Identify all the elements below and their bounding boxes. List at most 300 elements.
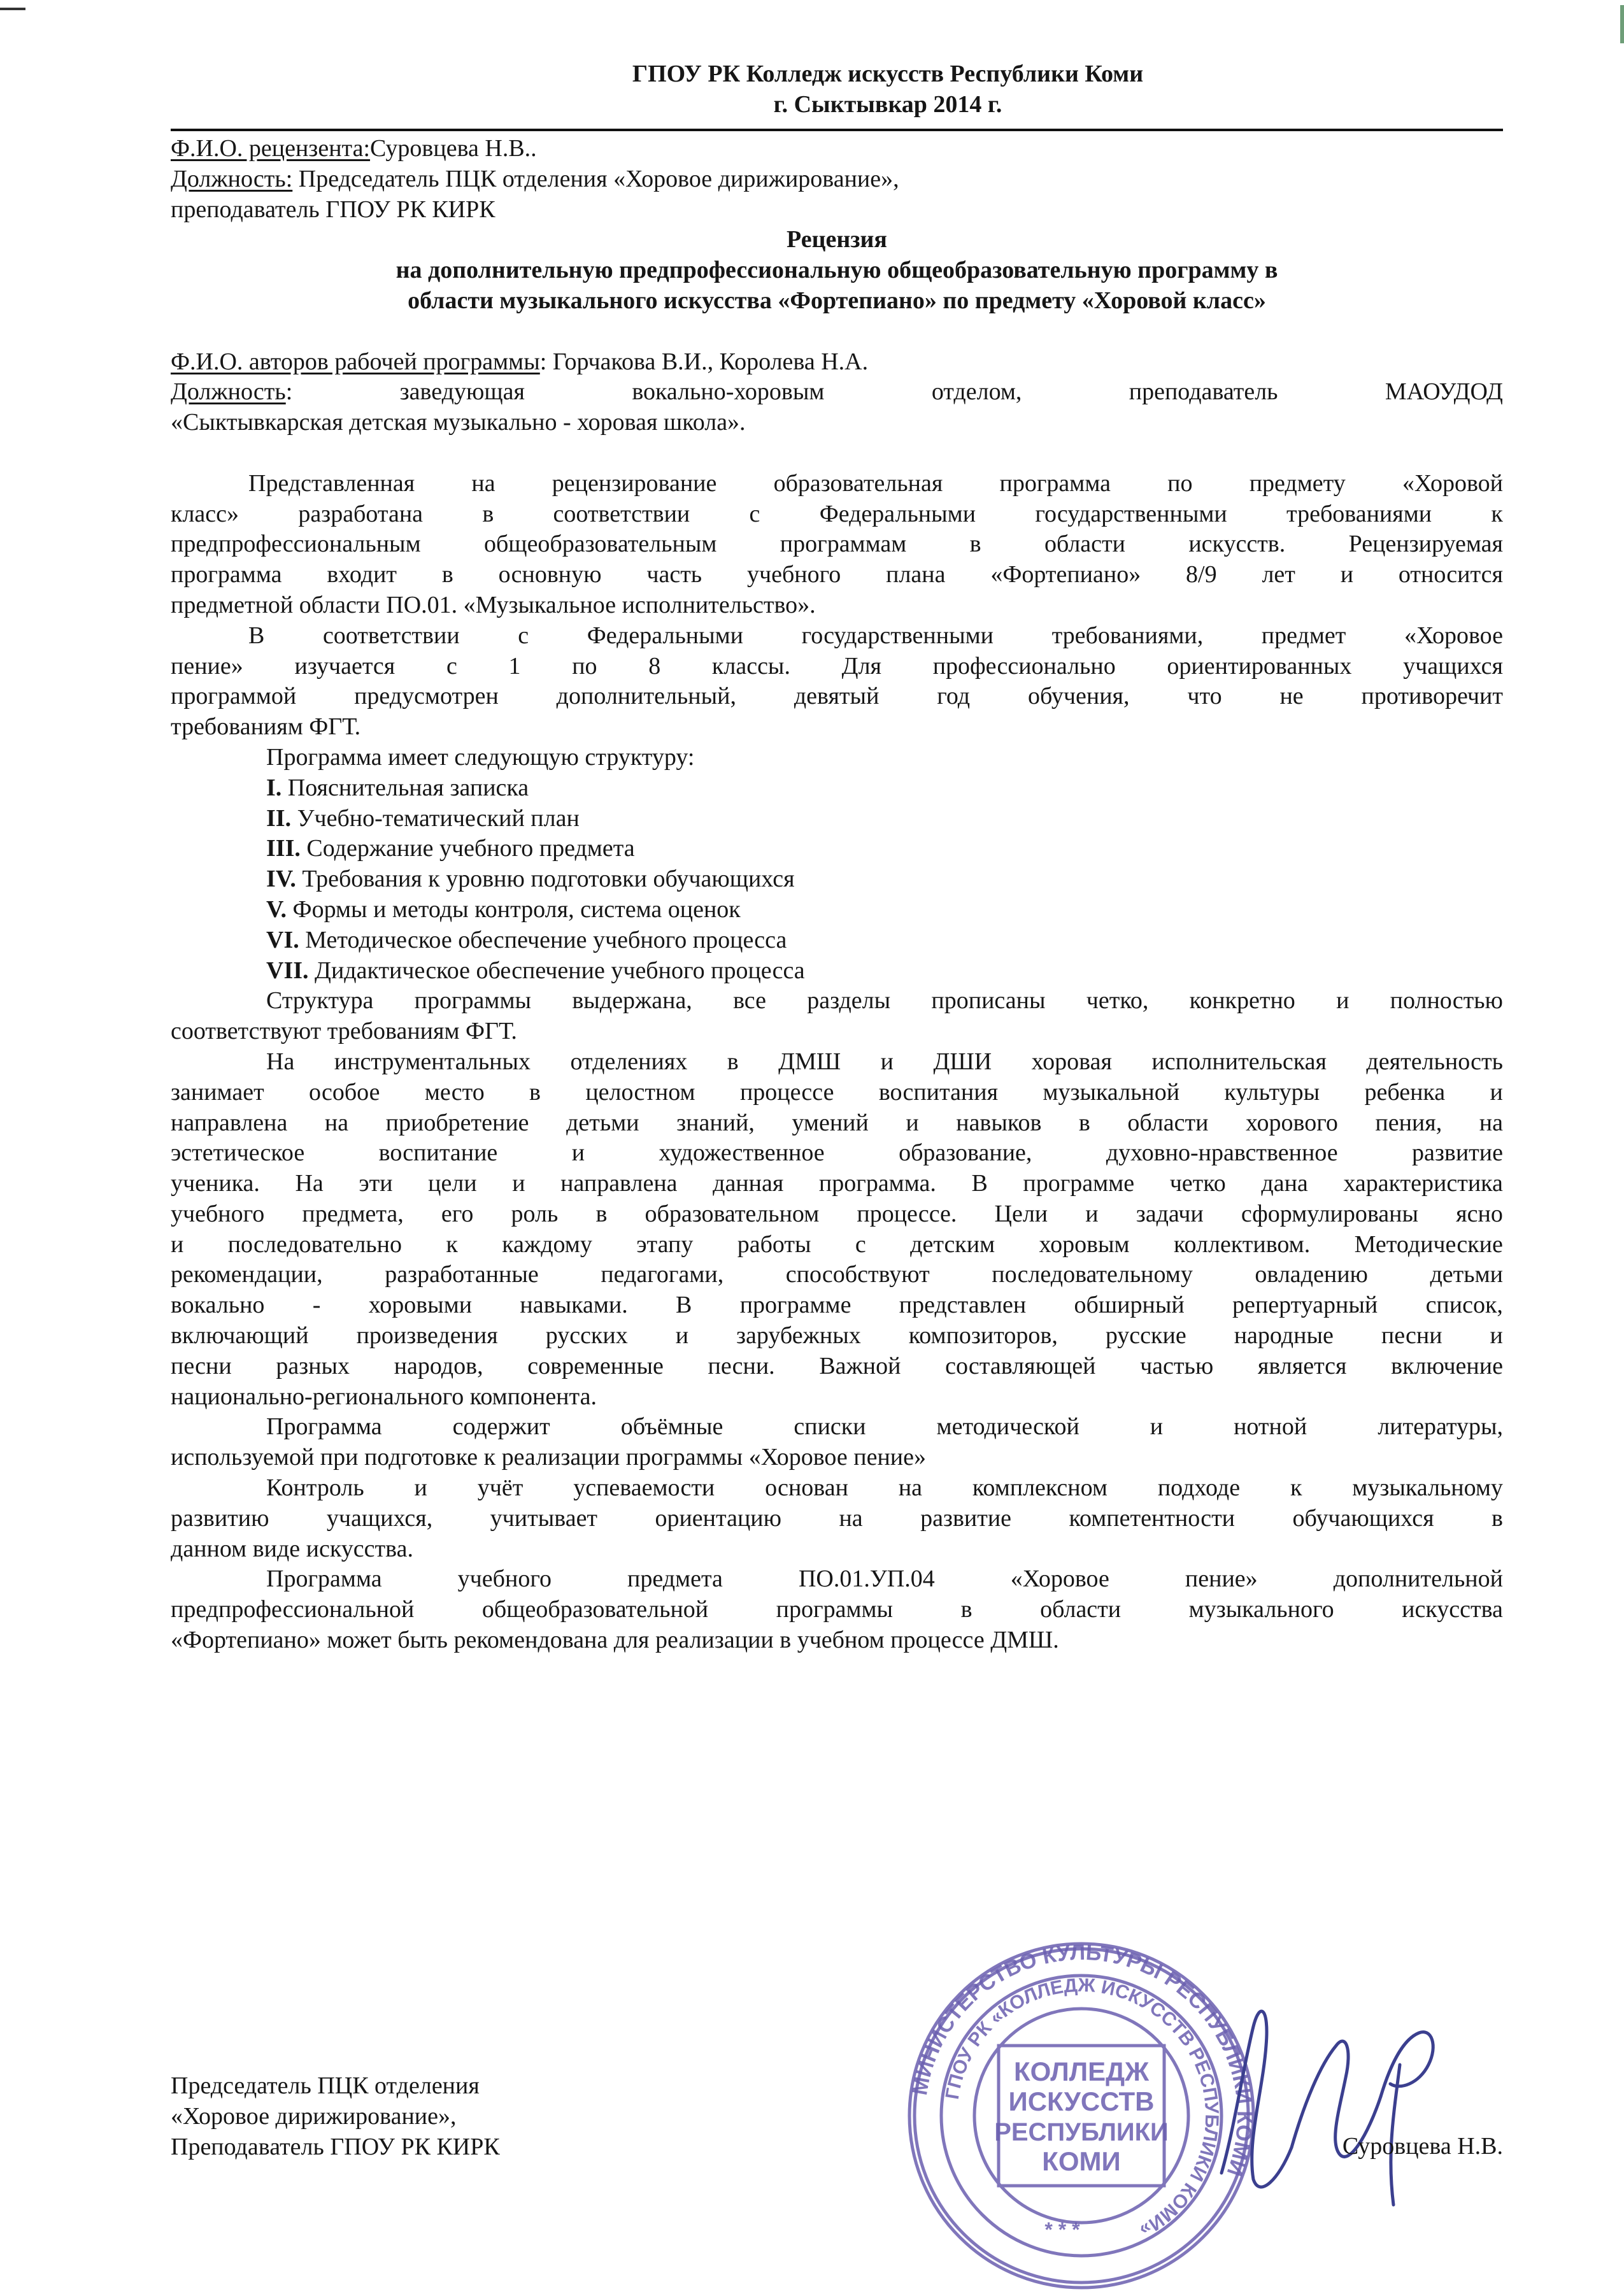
word: соответствии [553,500,690,527]
word: и [512,1170,525,1197]
paragraph-line [171,469,1503,499]
paragraph-line [171,1504,1503,1534]
word: классы. [711,652,790,680]
word: песни. [708,1352,775,1379]
word: и [1085,1200,1099,1227]
word: 1 [508,652,521,680]
word: на [898,1474,923,1502]
word: учебного [457,1565,552,1593]
word: в [727,1048,739,1075]
authors-position-label: Должность [171,378,286,406]
word: успеваемости [573,1474,715,1502]
word: Методические [1354,1230,1503,1258]
stamp-line-3: РЕСПУБЛИКИ [994,2118,1169,2146]
word: песни [1381,1322,1442,1350]
word: учащихся, [326,1504,433,1532]
word: к [1290,1474,1302,1502]
structure-number: I. [266,774,282,801]
review-subtitle-1: на дополнительную предпрофессиональную общеобразовательную программу в [395,257,1278,284]
word: является [1257,1352,1347,1379]
word: четко [1169,1170,1226,1197]
word: Цели [994,1200,1048,1227]
word: 8/9 [1186,561,1217,588]
word: характеристика [1343,1170,1503,1197]
word: разработана [298,500,424,527]
word: Контроль [266,1474,364,1502]
structure-item [171,834,1503,864]
word: хоровым [1039,1230,1130,1258]
word: Структура [266,987,374,1015]
word: развитию [171,1504,269,1532]
authors-position-word: вокально-хоровым [632,378,825,406]
word: представлен [899,1292,1027,1319]
paragraph-line [171,1199,1503,1230]
word: приобретение [385,1109,529,1136]
word: песни [171,1352,232,1379]
review-title: Рецензия [787,226,887,253]
word: полностью [1390,987,1503,1015]
blank-line [171,438,1503,469]
word: ПО.01.УП.04 [798,1565,935,1593]
word: требованиями, [1051,622,1204,649]
structure-number: VII. [266,957,309,984]
word: в [1491,1504,1503,1532]
word: развитие [1412,1139,1503,1167]
header-line-2: г. Сыктывкар 2014 г. [773,91,1002,118]
word: требованиями [1286,500,1432,527]
word: ученика. [171,1170,260,1197]
word: плана [886,561,946,588]
word: роль [511,1200,559,1227]
word: с [749,500,760,527]
word: русских [545,1322,628,1350]
word: лет [1262,561,1295,588]
word: на [324,1109,349,1136]
word: выдержана, [572,987,692,1015]
signer-title-2: «Хоровое дирижирование», [171,2102,457,2130]
word: объёмные [620,1413,723,1441]
word: изучается [294,652,395,680]
word: в [1078,1109,1090,1136]
word: обучения, [1028,683,1130,710]
word: в [482,500,494,527]
word: программы [414,987,532,1015]
structure-number: V. [266,895,287,923]
paragraph-line [171,1290,1503,1321]
word: образовательном [645,1200,820,1227]
word: список, [1425,1292,1503,1319]
paragraph-line [171,1169,1503,1199]
word: основную [498,561,602,588]
word: на [1479,1109,1503,1136]
review-paragraphs [171,469,1503,1656]
word: «Хоровое [1404,622,1503,649]
stamp-line-2: ИСКУССТВ [1008,2086,1155,2116]
word: занимает [171,1078,264,1106]
word: этапу [636,1230,694,1258]
word: - [312,1292,321,1319]
word: в [595,1200,608,1227]
word: цели [428,1170,477,1197]
paragraph-line [171,560,1503,590]
word: соответствии [322,622,460,649]
word: конкретно [1189,987,1295,1015]
word: рецензирование [552,469,717,497]
word: овладению [1255,1261,1368,1288]
word: комплексном [972,1474,1108,1502]
word: его [441,1200,474,1227]
word: хорового [1245,1109,1338,1136]
word: пение» [1185,1565,1258,1593]
structure-item [171,773,1503,804]
word: музыкального [1188,1596,1334,1623]
word: области [1127,1109,1209,1136]
structure-item [171,925,1503,956]
reviewer-fio-label: Ф.И.О. рецензента: [171,135,371,162]
structure-number: IV. [266,866,296,893]
word: учитывает [490,1504,598,1532]
word: ДМШ [778,1048,841,1075]
paragraph-line [171,529,1503,560]
word: «Фортепиано» [990,561,1141,588]
word: области [1044,531,1125,558]
reviewer-position-2: преподаватель ГПОУ РК КИРК [171,196,495,223]
word: разделы [807,987,891,1015]
word: входит [327,561,397,588]
word: и [171,1230,184,1258]
signature-block [171,2071,1503,2162]
word: направлена [171,1109,288,1136]
word: год [937,683,971,710]
word: композиторов, [908,1322,1058,1350]
reviewer-position-value: Председатель ПЦК отделения «Хоровое дирижирование», [292,165,899,192]
authors-school: «Сыктывкарская детская музыкально - хоровая школа». [171,409,746,436]
paragraph-line [171,986,1503,1016]
word: музыкальному [1352,1474,1503,1502]
word: музыкальной [1043,1078,1180,1106]
word: В [248,622,265,649]
paragraph-line [171,1260,1503,1290]
word: отделениях [570,1048,688,1075]
stamp-line-1: КОЛЛЕДЖ [1013,2056,1150,2086]
word: Важной [819,1352,901,1379]
word: программы [776,1596,894,1623]
word: списки [794,1413,866,1441]
document-page [171,59,1503,2241]
word: и [414,1474,427,1502]
word: культуры [1224,1078,1320,1106]
word: что [1187,683,1222,710]
word: детским [910,1230,995,1258]
paragraph-line: данном виде искусства. [171,1535,413,1562]
authors-position-word: МАОУДОД [1385,378,1503,406]
paragraph-line [171,1047,1503,1078]
authors-position-word: : [285,378,293,406]
structure-item [171,895,1503,925]
word: место [424,1078,485,1106]
word: на [471,469,495,497]
paragraph-line [171,1108,1503,1139]
word: произведения [356,1322,498,1350]
word: и [675,1322,689,1350]
word: разработанные [385,1261,539,1288]
word: государственными [801,622,994,649]
word: к [1491,500,1503,527]
signer-name: Суровцева Н.В. [1342,2133,1503,2160]
word: по [1167,469,1193,497]
structure-intro: Программа имеет следующую структуру: [266,743,695,771]
authors-fio [171,347,1503,378]
word: Для [841,652,882,680]
word: навыков [956,1109,1042,1136]
signer-title-1: Председатель ПЦК отделения [171,2072,480,2099]
word: педагогами, [601,1261,724,1288]
structure-text: Формы и методы контроля, система оценок [287,895,741,923]
word: детьми [1430,1261,1503,1288]
review-subtitle-2: области музыкального искусства «Фортепиано» по предмету «Хоровой класс» [408,287,1266,314]
word: искусства [1402,1596,1503,1623]
word: процессе [739,1078,834,1106]
word: противоречит [1361,683,1503,710]
word: и [1340,561,1354,588]
word: развитие [920,1504,1012,1532]
word: и [571,1139,585,1167]
paragraph-line [171,621,1503,652]
structure-number: VI. [266,926,299,953]
word: программа [999,469,1111,497]
word: подходе [1157,1474,1241,1502]
scan-edge-mark [1620,5,1624,43]
word: детьми [566,1109,639,1136]
structure-text: Учебно-тематический план [291,804,580,832]
structure-number: II. [266,804,292,832]
word: Рецензируемая [1348,531,1503,558]
word: сформулированы [1241,1200,1419,1227]
structure-item [171,956,1503,987]
word: Программа [266,1565,382,1593]
word: дополнительной [1333,1565,1503,1593]
word: эти [359,1170,393,1197]
word: основан [765,1474,848,1502]
word: разных [276,1352,350,1379]
word: образовательная [773,469,943,497]
word: не [1279,683,1304,710]
authors-fio-value: : Горчакова В.И., Королева Н.А. [539,348,869,375]
reviewer-position [171,164,1503,195]
authors-fio-label: Ф.И.О. авторов рабочей программы [171,348,540,375]
word: предмета [627,1565,723,1593]
word: духовно-нравственное [1106,1139,1338,1167]
word: ДШИ [933,1048,992,1075]
word: общеобразовательной [481,1596,709,1623]
authors-position-word: заведующая [399,378,525,406]
word: относится [1398,561,1503,588]
word: последовательному [992,1261,1193,1288]
word: инструментальных [334,1048,531,1075]
word: программе [1023,1170,1135,1197]
stamp-line-4: КОМИ [1042,2146,1121,2176]
word: к [446,1230,458,1258]
stamp-stars: * * * [1044,2218,1080,2241]
word: особое [309,1078,380,1106]
paragraph-line [171,681,1503,712]
word: программа [171,561,282,588]
paragraph-line [171,1595,1503,1625]
scan-corner-mark [0,8,25,10]
paragraph-line: требованиям ФГТ. [171,713,361,741]
word: эстетическое [171,1139,305,1167]
word: учебного [171,1200,265,1227]
reviewer-position-label: Должность: [171,165,293,192]
word: с [855,1230,866,1258]
word: работы [737,1230,811,1258]
word: в [441,561,453,588]
word: программам [780,531,907,558]
word: коллективом. [1173,1230,1311,1258]
word: и [880,1048,894,1075]
word: все [733,987,766,1015]
stamp-ring-inner: ГПОУ РК «КОЛЛЕДЖ ИСКУССТВ РЕСПУБЛИКИ КОМИ» [941,1974,1223,2241]
word: государственными [1035,500,1227,527]
word: включающий [171,1322,309,1350]
paragraph-line [171,1138,1503,1169]
word: дана [1261,1170,1308,1197]
word: предмета, [302,1200,404,1227]
word: задачи [1136,1200,1204,1227]
word: воспитания [878,1078,999,1106]
word: области [1040,1596,1122,1623]
word: зарубежных [736,1322,861,1350]
word: современные [527,1352,664,1379]
structure-number: III. [266,835,301,862]
word: способствуют [785,1261,930,1288]
word: вокально [171,1292,265,1319]
word: ребенка [1364,1078,1446,1106]
word: класс» [171,500,239,527]
word: ясно [1456,1200,1503,1227]
blank-line [171,317,1503,347]
word: в [960,1596,972,1623]
paragraph-line [171,499,1503,530]
word: хоровая [1031,1048,1112,1075]
word: искусств. [1188,531,1286,558]
word: на [839,1504,863,1532]
word: предпрофессиональной [171,1596,415,1623]
structure-text: Содержание учебного предмета [300,835,635,862]
word: На [295,1170,324,1197]
structure-item [171,804,1503,834]
word: с [446,652,457,680]
word: содержит [452,1413,550,1441]
header-line-1: ГПОУ РК Колледж искусств Республики Коми [632,61,1144,87]
word: учёт [477,1474,524,1502]
word: методической [936,1413,1079,1441]
word: Представленная [248,469,415,497]
word: процессе. [857,1200,957,1227]
word: хоровыми [368,1292,473,1319]
word: воспитание [378,1139,498,1167]
word: «Хоровое [1010,1565,1109,1593]
paragraph-line [171,1351,1503,1382]
word: предмет [1261,622,1346,649]
word: литературы, [1378,1413,1503,1441]
word: В [676,1292,692,1319]
word: прописаны [931,987,1046,1015]
word: знаний, [676,1109,755,1136]
word: по [572,652,597,680]
word: нотной [1234,1413,1307,1441]
word: образование, [899,1139,1032,1167]
stamp-ring-outer: МИНИСТЕРСТВО КУЛЬТУРЫ РЕСПУБЛИКИ КОМИ [908,1940,1257,2179]
word: пение» [171,652,243,680]
word: составляющей [945,1352,1096,1379]
authors-position-word: отделом, [931,378,1022,406]
word: профессионально [932,652,1116,680]
word: 8 [648,652,661,680]
word: рекомендации, [171,1261,323,1288]
word: программе [739,1292,851,1319]
word: В [971,1170,988,1197]
word: и [1336,987,1350,1015]
word: предпрофессиональным [171,531,421,558]
word: народов, [394,1352,483,1379]
paragraph-line: «Фортепиано» может быть рекомендована для реализации в учебном процессе ДМШ. [171,1627,1059,1654]
word: репертуарный [1232,1292,1378,1319]
word: программа. [818,1170,936,1197]
word: На [266,1048,295,1075]
word: предусмотрен [354,683,499,710]
word: «Хоровой [1402,469,1503,497]
reviewer-fio [171,134,1503,164]
word: часть [646,561,702,588]
paragraph-line: предметной области ПО.01. «Музыкальное исполнительство». [171,591,816,618]
document-header [273,59,1503,120]
structure-text: Дидактическое обеспечение учебного процесса [308,957,805,984]
word: частью [1140,1352,1214,1379]
word: Программа [266,1413,382,1441]
word: данная [713,1170,784,1197]
structure-item [171,864,1503,895]
word: включение [1391,1352,1503,1379]
word: учебного [746,561,841,588]
word: ориентированных [1167,652,1352,680]
word: компетентности [1069,1504,1236,1532]
word: и [1490,1078,1503,1106]
word: обширный [1074,1292,1185,1319]
word: в [969,531,981,558]
word: обучающихся [1292,1504,1434,1532]
authors-position-word: преподаватель [1129,378,1278,406]
word: общеобразовательным [483,531,717,558]
paragraph-line: соответствуют требованиям ФГТ. [171,1018,517,1045]
word: в [529,1078,541,1106]
word: исполнительская [1151,1048,1327,1075]
word: Федеральными [587,622,744,649]
word: народные [1234,1322,1334,1350]
word: деятельность [1366,1048,1503,1075]
word: и [906,1109,919,1136]
structure-text: Методическое обеспечение учебного процесса [299,926,787,953]
word: учащихся [1403,652,1503,680]
structure-text: Пояснительная записка [281,774,529,801]
word: целостном [585,1078,695,1106]
reviewer-fio-value: Суровцева Н.В.. [370,135,537,162]
paragraph-line: национально-регионального компонента. [171,1383,597,1410]
document-body [171,134,1503,1656]
word: художественное [659,1139,825,1167]
word: ориентацию [655,1504,782,1532]
word: и [1490,1322,1503,1350]
